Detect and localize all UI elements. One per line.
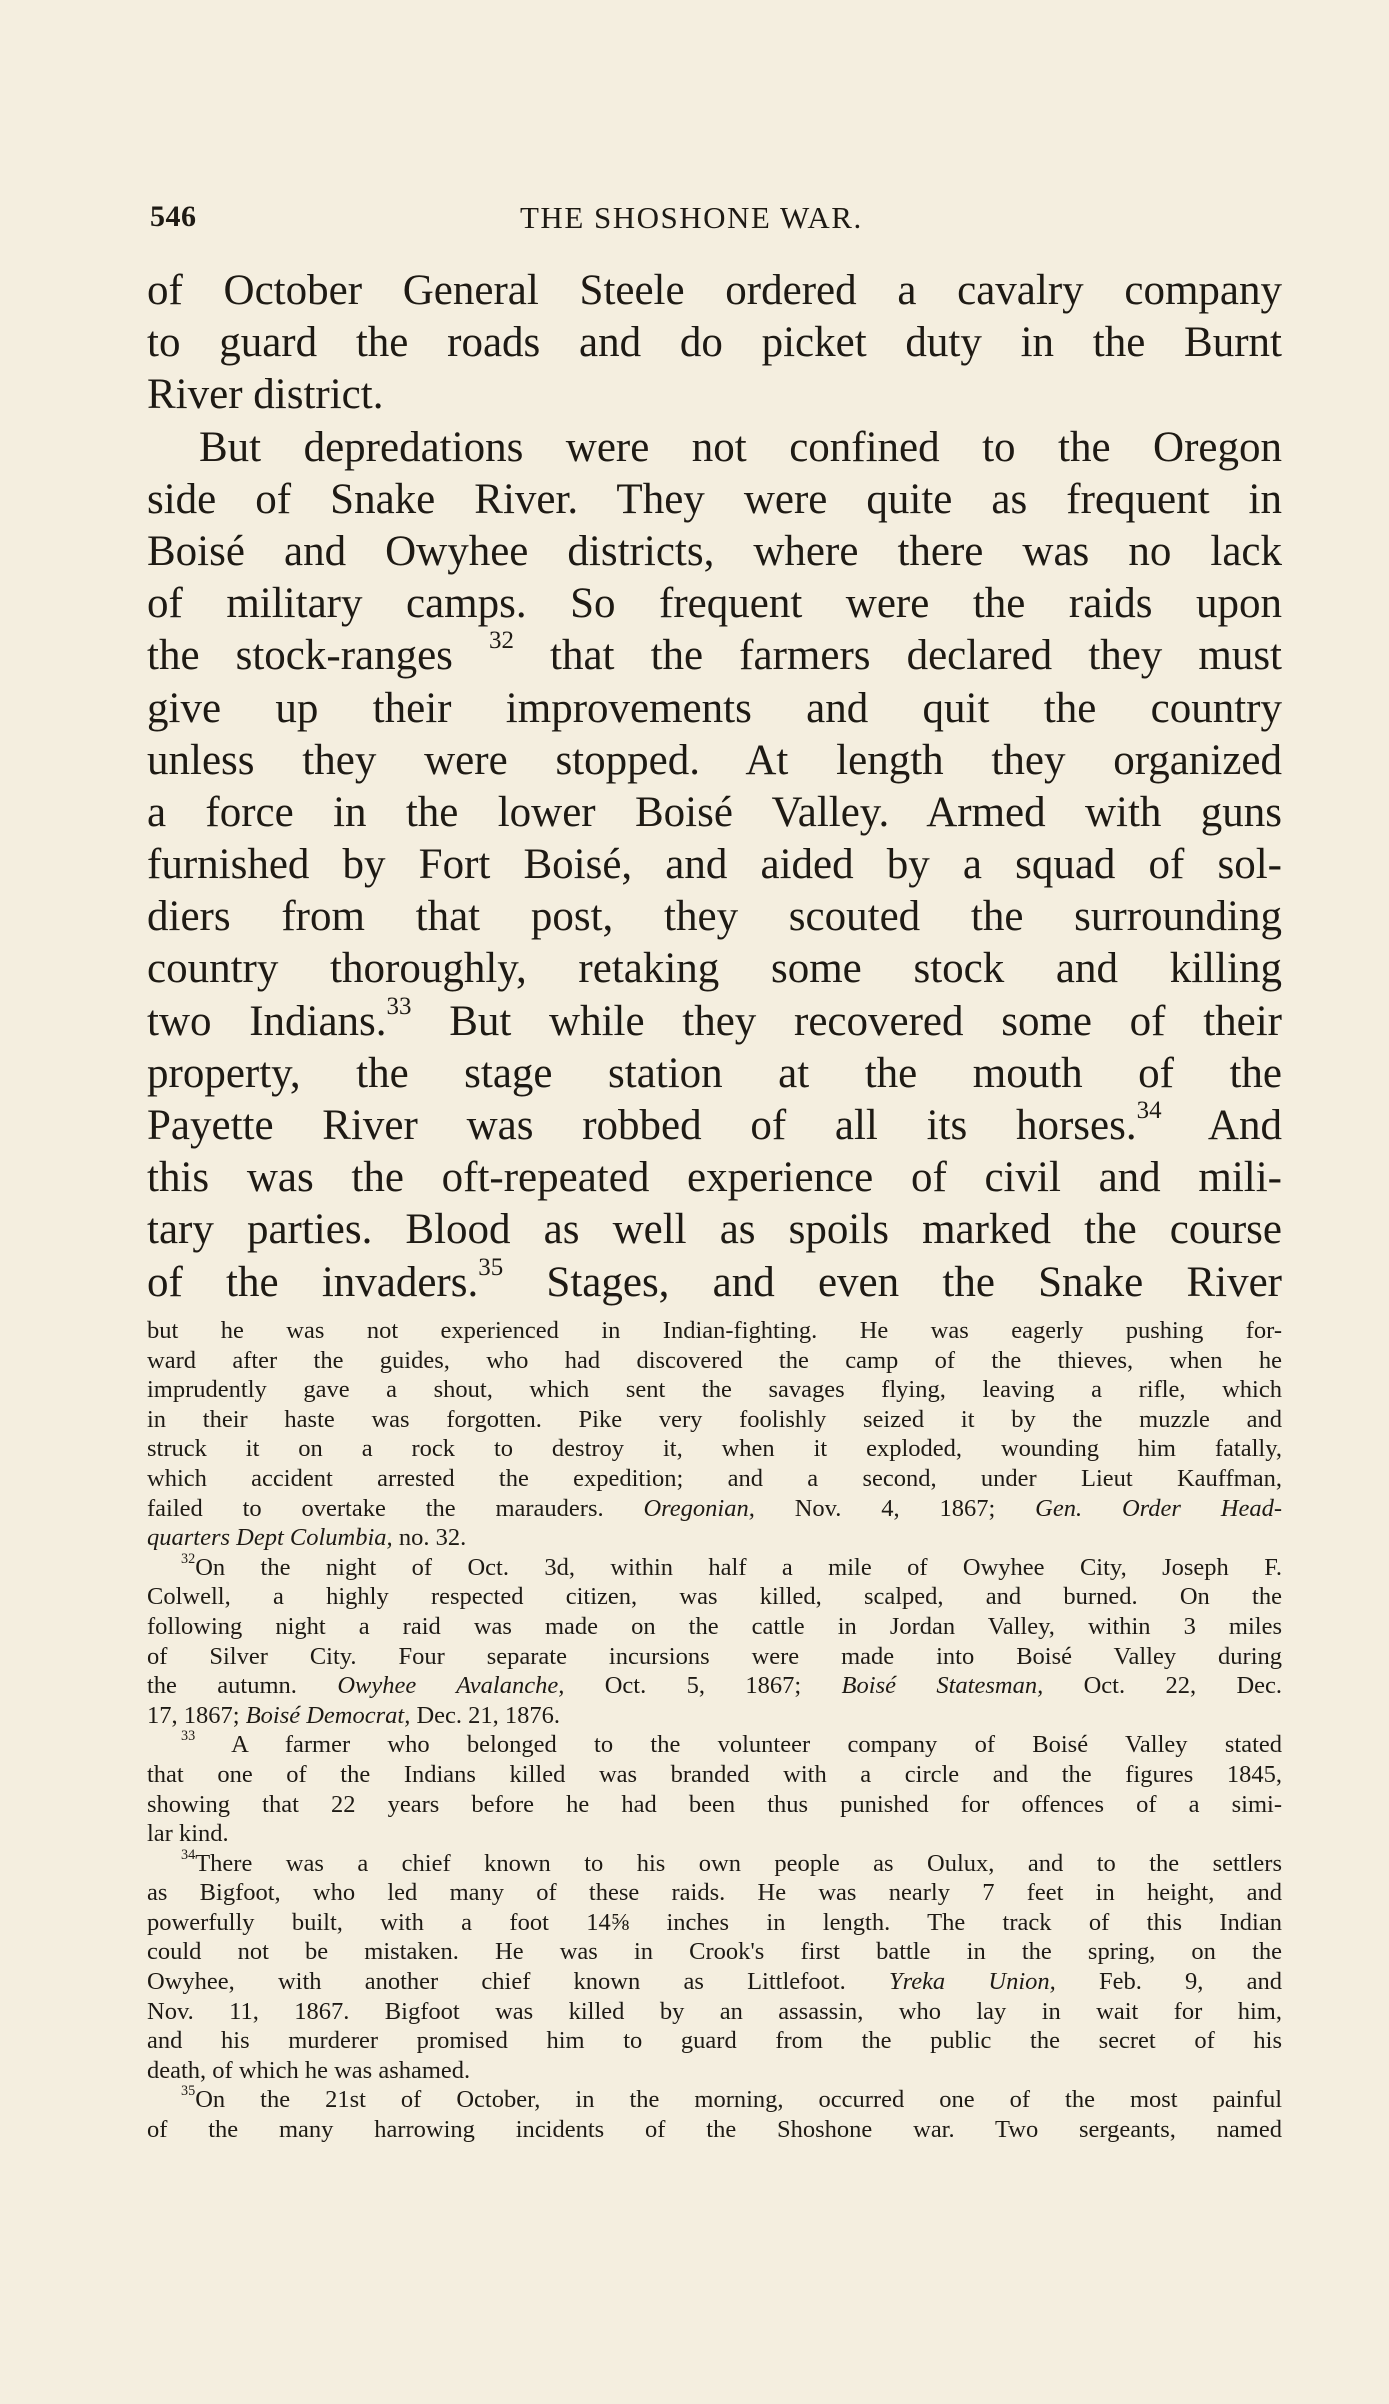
citation: Gen. Order Head- [1035, 1494, 1282, 1522]
main-line: give up their improvements and quit the country [147, 684, 1282, 732]
footnote-line: which accident arrested the expedition; and a second, under Lieut Kauffman, [147, 1464, 1282, 1492]
footnote-line: struck it on a rock to destroy it, when it exploded, wounding him fatally, [147, 1435, 1282, 1463]
line-text: A farmer who belonged to the volunteer company of Boisé Valley stated [231, 1731, 1282, 1759]
footnote-line [147, 1523, 1282, 1553]
footnote-marker-33: 33 [181, 1728, 196, 1745]
footnote-line [147, 1701, 1282, 1731]
main-line: furnished by Fort Boisé, and aided by a squad of sol- [147, 841, 1282, 889]
citation: Yreka Union, [888, 1968, 1056, 1996]
main-line: of military camps. So frequent were the raids upon [147, 580, 1282, 628]
main-line: Boisé and Owyhee districts, where there was no lack [147, 527, 1282, 575]
citation: Owyhee Avalanche, [337, 1672, 565, 1700]
footnote-ref-33: 33 [386, 992, 412, 1020]
line-text: Oct. 5, 1867; [604, 1672, 802, 1700]
running-head [150, 200, 1278, 240]
line-text: the autumn. [147, 1672, 297, 1700]
page-number: 546 [150, 200, 197, 233]
footnote-line: of Silver City. Four separate incursions were made into Boisé Valley during [147, 1642, 1282, 1670]
citation: Boisé Statesman, [841, 1672, 1044, 1700]
footnote-marker-34: 34 [181, 1846, 196, 1863]
line-text: 17, 1867; [147, 1701, 240, 1729]
line-text: On the night of Oct. 3d, within half a mile of Owyhee City, Joseph F. [195, 1553, 1282, 1581]
citation: Oregonian, [643, 1494, 755, 1522]
main-line: of October General Steele ordered a cavalry company [147, 267, 1282, 314]
footnote-line: ward after the guides, who had discovered the camp of the thieves, when he [147, 1346, 1282, 1374]
footnote-line [147, 2085, 1282, 2115]
line-text: Dec. 21, 1876. [416, 1701, 561, 1729]
citation: Boisé Democrat, [245, 1701, 411, 1729]
footnote-line: imprudently gave a shout, which sent the savages flying, leaving a rifle, which [147, 1376, 1282, 1404]
main-line: side of Snake River. They were quite as frequent in [147, 475, 1282, 523]
footnote-line [147, 1550, 1282, 1583]
footnote-line: and his murderer promised him to guard from the public the secret of his [147, 2027, 1282, 2055]
footnote-line: but he was not experienced in Indian-fighting. He was eagerly pushing for- [147, 1317, 1282, 1344]
main-line [147, 627, 1282, 682]
main-line [147, 1253, 1282, 1309]
main-line: this was the oft-repeated experience of civil and mili- [147, 1154, 1282, 1202]
running-title: THE SHOSHONE WAR. [520, 200, 863, 235]
footnote-line [147, 1967, 1282, 1997]
footnote-line: death, of which he was ashamed. [147, 2056, 471, 2084]
line-text: But while they recovered some of their [449, 997, 1283, 1045]
main-line: tary parties. Blood as well as spoils marked the course [147, 1206, 1282, 1254]
footnote-line [147, 1494, 1282, 1524]
line-text: Stages, and even the Snake River [546, 1258, 1282, 1306]
line-text: no. 32. [398, 1524, 467, 1552]
main-line [147, 992, 1283, 1048]
footnote-line: in their haste was forgotten. Pike very foolishly seized it by the muzzle and [147, 1405, 1282, 1433]
footnote-line [147, 1730, 1282, 1760]
citation: quarters Dept Columbia, [147, 1524, 393, 1552]
line-text: of the invaders. [147, 1258, 479, 1306]
line-text: Feb. 9, and [1098, 1968, 1282, 1996]
footnote-line: Colwell, a highly respected citizen, was killed, scalped, and burned. On the [147, 1583, 1282, 1611]
main-line: property, the stage station at the mouth of the [147, 1049, 1282, 1097]
footnote-line: as Bigfoot, who led many of these raids. He was nearly 7 feet in height, and [147, 1879, 1282, 1907]
footnote-ref-35: 35 [478, 1253, 504, 1281]
line-text: Owyhee, with another chief known as Littlefoot. [147, 1968, 846, 1996]
footnote-line: that one of the Indians killed was branded with a circle and the figures 1845, [147, 1760, 1282, 1788]
footnote-marker-32: 32 [181, 1550, 196, 1567]
main-line: to guard the roads and do picket duty in the Burnt [147, 319, 1282, 367]
footnote-line: powerfully built, with a foot 14⅝ inches in length. The track of this Indian [147, 1908, 1282, 1936]
line-text: Payette River was robbed of all its horses. [147, 1102, 1137, 1149]
main-line: River district. [147, 371, 384, 419]
footnote-line [147, 1846, 1282, 1879]
line-text: two Indians. [147, 997, 387, 1045]
footnote-line: of the many harrowing incidents of the Shoshone war. Two sergeants, named [147, 2116, 1282, 2144]
main-line: a force in the lower Boisé Valley. Armed with guns [147, 788, 1282, 836]
line-text: Nov. 4, 1867; [794, 1494, 996, 1522]
main-text [147, 265, 1282, 1309]
footnote-marker-35: 35 [181, 2083, 196, 2100]
main-line [147, 1096, 1282, 1152]
line-text: that the farmers declared they must [550, 632, 1282, 680]
footnote-line [147, 1671, 1282, 1701]
footnote-line: showing that 22 years before he had been thus punished for offences of a simi- [147, 1790, 1282, 1818]
line-text: failed to overtake the marauders. [147, 1494, 604, 1522]
line-text: And [1207, 1102, 1282, 1149]
main-line: country thoroughly, retaking some stock and killing [147, 945, 1282, 993]
line-text: There was a chief known to his own people as Oulux, and to the settlers [195, 1849, 1282, 1877]
main-line: But depredations were not confined to the Oregon [199, 423, 1282, 471]
main-line: diers from that post, they scouted the surrounding [147, 893, 1282, 941]
main-line: unless they were stopped. At length they organized [147, 736, 1282, 784]
footnotes [147, 1316, 1282, 2145]
footnote-ref-34: 34 [1136, 1096, 1162, 1124]
footnote-line: following night a raid was made on the cattle in Jordan Valley, within 3 miles [147, 1612, 1282, 1640]
footnote-line: lar kind. [147, 1820, 229, 1848]
line-text: Oct. 22, Dec. [1083, 1672, 1283, 1700]
line-text: On the 21st of October, in the morning, occurred one of the most painful [195, 2086, 1282, 2114]
footnote-ref-32: 32 [489, 627, 514, 655]
footnote-line: could not be mistaken. He was in Crook's first battle in the spring, on the [147, 1938, 1282, 1966]
footnote-line: Nov. 11, 1867. Bigfoot was killed by an assassin, who lay in wait for him, [147, 1997, 1282, 2025]
line-text: the stock-ranges [147, 632, 453, 680]
